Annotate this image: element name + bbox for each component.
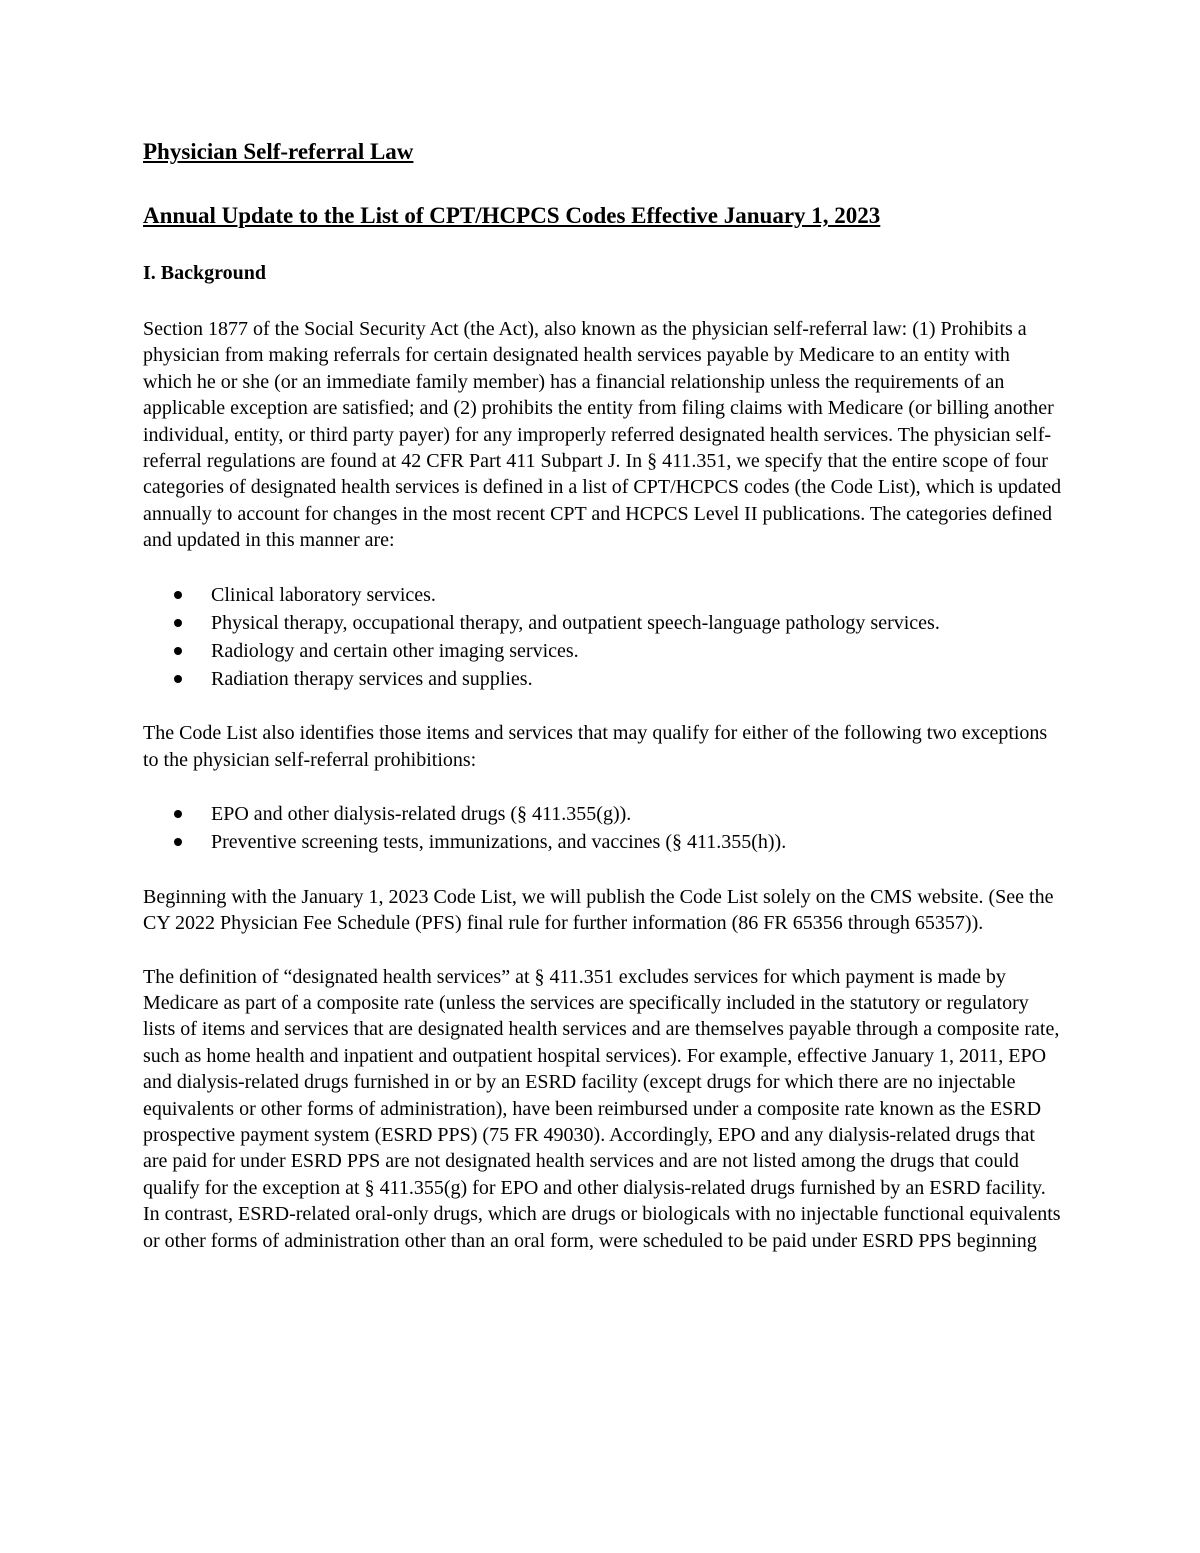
- designated-health-services-list: [143, 581, 1063, 694]
- list-item-text: Physical therapy, occupational therapy, and outpatient speech-language pathology services.: [211, 611, 940, 634]
- bullet-icon: [174, 810, 182, 818]
- paragraph-code-list-exceptions: The Code List also identifies those items and services that may qualify for either of the following two exceptions to the physician self-referral prohibitions:: [143, 722, 1048, 771]
- list-item: [143, 637, 1063, 665]
- document-subtitle: Annual Update to the List of CPT/HCPCS Codes Effective January 1, 2023: [143, 203, 881, 228]
- list-item: [143, 665, 1063, 693]
- list-item-text: EPO and other dialysis-related drugs (§ 411.355(g)).: [211, 803, 632, 826]
- paragraph-section-1877: Section 1877 of the Social Security Act (the Act), also known as the physician self-referral law: (1) Prohibits a physician from making referrals for certain designated health services payable by Medicare to an entity with which he or she (or an immediate family member) has a financial relationship unless the requirements of an applicable exception are satisfied; and (2) prohibits the entity from filing claims with Medicare (or billing another individual, entity, or third party payer) for any improperly referred designated health services. The physician self-referral regulations are found at 42 CFR Part 411 Subpart J. In § 411.351, we specify that the entire scope of four categories of designated health services is defined in a list of CPT/HCPCS codes (the Code List), which is updated annually to account for changes in the most recent CPT and HCPCS Level II publications. The categories defined and updated in this manner are:: [143, 318, 1062, 552]
- document-title: Physician Self-referral Law: [143, 139, 414, 164]
- bullet-icon: [174, 619, 182, 627]
- list-item: [143, 800, 1063, 828]
- bullet-icon: [174, 647, 182, 655]
- list-item: [143, 609, 1063, 637]
- list-item: [143, 581, 1063, 609]
- list-item-text: Clinical laboratory services.: [211, 583, 436, 606]
- paragraph-definition: The definition of “designated health services” at § 411.351 excludes services for which payment is made by Medicare as part of a composite rate (unless the services are specifically included in the statutory or regulatory lists of items and services that are designated health services and are themselves payable through a composite rate, such as home health and inpatient and outpatient hospital services). For example, effective January 1, 2011, EPO and dialysis-related drugs furnished in or by an ESRD facility (except drugs for which there are no injectable equivalents or other forms of administration), have been reimbursed under a composite rate known as the ESRD prospective payment system (ESRD PPS) (75 FR 49030). Accordingly, EPO and any dialysis-related drugs that are paid for under ESRD PPS are not designated health services and are not listed among the drugs that could qualify for the exception at § 411.355(g) for EPO and other dialysis-related drugs furnished by an ESRD facility. In contrast, ESRD-related oral-only drugs, which are drugs or biologicals with no injectable functional equivalents or other forms of administration other than an oral form, were scheduled to be paid under ESRD PPS beginning: [143, 965, 1061, 1252]
- list-item-text: Radiology and certain other imaging services.: [211, 640, 579, 663]
- section-heading-background: I. Background: [143, 262, 267, 284]
- bullet-icon: [174, 591, 182, 599]
- bullet-icon: [174, 838, 182, 846]
- list-item-text: Preventive screening tests, immunizations, and vaccines (§ 411.355(h)).: [211, 831, 787, 854]
- bullet-icon: [174, 675, 182, 683]
- paragraph-cms-website: Beginning with the January 1, 2023 Code List, we will publish the Code List solely on the CMS website. (See the CY 2022 Physician Fee Schedule (PFS) final rule for further information (86 FR 65356 through 65357)).: [143, 885, 1054, 935]
- document-page: [143, 138, 1063, 1281]
- list-item-text: Radiation therapy services and supplies.: [211, 668, 533, 691]
- exceptions-list: [143, 800, 1063, 856]
- list-item: [143, 828, 1063, 856]
